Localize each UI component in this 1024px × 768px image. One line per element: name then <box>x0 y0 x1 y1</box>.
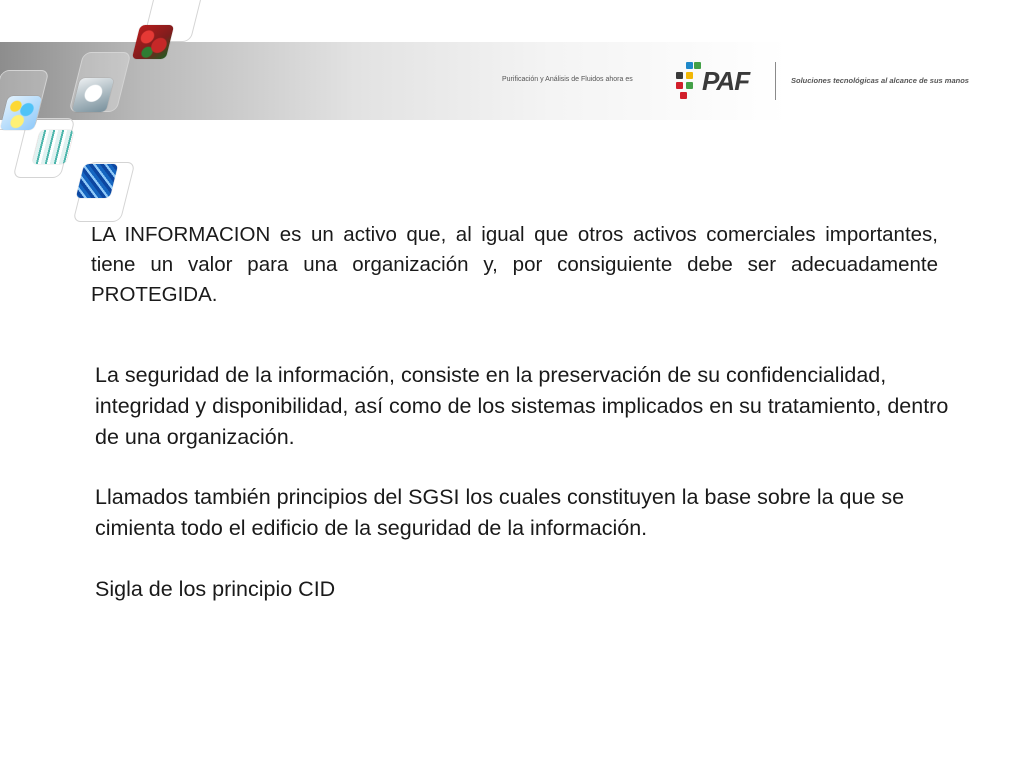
header-tagline: Purificación y Análisis de Fluidos ahora es <box>502 76 633 83</box>
paf-logo-text: PAF <box>702 66 750 96</box>
paragraph-sgsi-principles: Llamados también principios del SGSI los cuales constituyen la base sobre la que se cimienta todo el edificio de la seguridad de la información. <box>95 485 905 540</box>
header-divider <box>775 62 776 100</box>
paf-logo <box>672 58 764 102</box>
paragraph-cid: Sigla de los principio CID <box>95 577 336 601</box>
test-tubes-photo-icon <box>32 130 74 164</box>
paragraph-information-asset: LA INFORMACION es un activo que, al igual que otros activos comerciales importantes, tiene un valor para una organización y, por consiguiente debe ser adecuadamente PROTEGIDA. <box>91 223 938 306</box>
paragraph-information-security: La seguridad de la información, consiste en la preservación de su confidencialidad, integridad y disponibilidad, así como de los sistemas implicados en su tratamiento, dentro de una organización. <box>95 363 949 449</box>
header-slogan: Soluciones tecnológicas al alcance de sus manos <box>791 76 969 85</box>
